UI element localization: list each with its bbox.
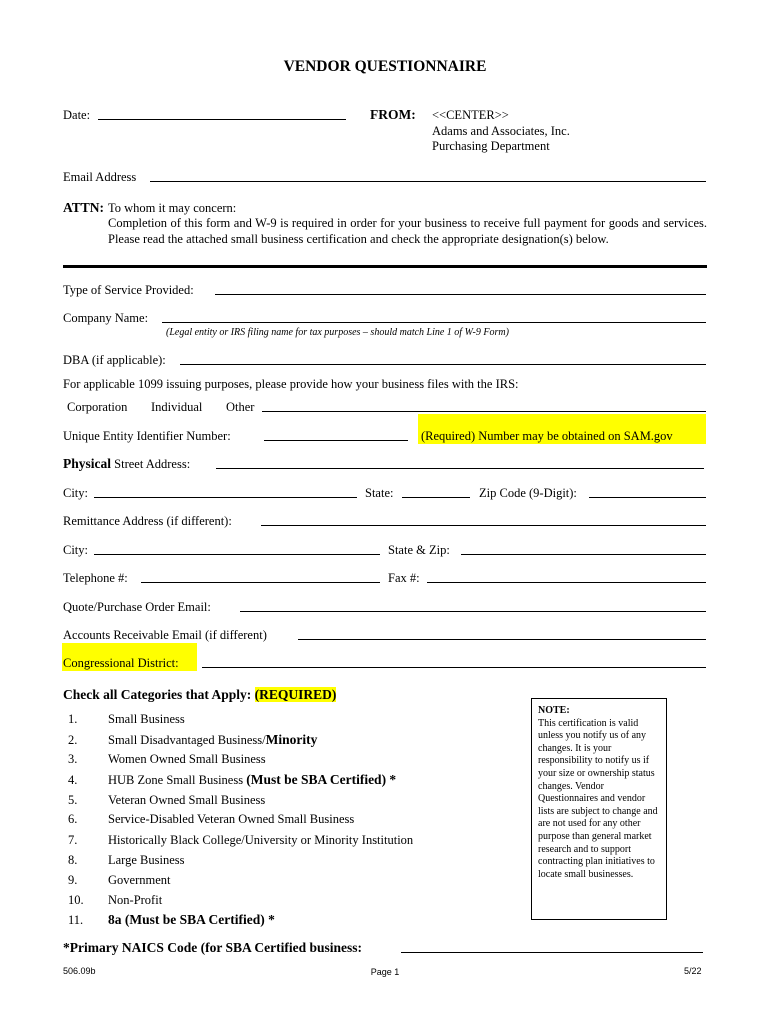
irs-option-other[interactable]: Other	[226, 400, 255, 414]
service-field[interactable]	[215, 294, 706, 295]
dba-label: DBA (if applicable):	[63, 353, 166, 367]
category-1[interactable]: Small Business	[108, 712, 185, 726]
attn-body: Completion of this form and W-9 is required in order for your business to receive full payment for goods and services. Please read the attached small business certification and check the appropriate designation(s) below.	[108, 216, 707, 246]
irs-option-individual[interactable]: Individual	[151, 400, 203, 414]
zip-label: Zip Code (9-Digit):	[479, 486, 577, 500]
from-line-1: <<CENTER>>	[432, 108, 509, 122]
category-8[interactable]: Large Business	[108, 853, 185, 867]
category-5-number: 5.	[68, 793, 78, 807]
category-11-number: 11.	[68, 913, 84, 927]
footer-date: 5/22	[684, 966, 702, 976]
category-7[interactable]: Historically Black College/University or Minority Institution	[108, 833, 414, 847]
dba-field[interactable]	[180, 364, 706, 365]
ar-email-label: Accounts Receivable Email (if different)	[63, 628, 267, 642]
naics-label: *Primary NAICS Code (for SBA Certified business:	[63, 940, 362, 955]
city2-field[interactable]	[94, 554, 380, 555]
po-email-field[interactable]	[240, 611, 706, 612]
physical-label: Street Address:	[114, 457, 191, 471]
fax-label: Fax #:	[388, 571, 420, 585]
company-field[interactable]	[162, 322, 706, 323]
category-8-number: 8.	[68, 853, 78, 867]
category-10-number: 10.	[68, 893, 84, 907]
street-address-field[interactable]	[216, 468, 704, 469]
city-label: City:	[63, 486, 89, 500]
naics-field[interactable]	[401, 952, 703, 953]
category-7-number: 7.	[68, 833, 78, 847]
company-label: Company Name:	[63, 311, 149, 325]
telephone-label: Telephone #:	[63, 571, 128, 585]
email-label: Email Address	[63, 170, 137, 184]
attn-greeting: To whom it may concern:	[108, 201, 237, 215]
page-title: VENDOR QUESTIONNAIRE	[283, 58, 487, 75]
category-5[interactable]: Veteran Owned Small Business	[108, 793, 266, 807]
irs-text: For applicable 1099 issuing purposes, please provide how your business files with the IRS:	[63, 377, 519, 391]
categories-label: Check all Categories that Apply:	[63, 687, 252, 702]
city-field[interactable]	[94, 497, 357, 498]
note-box	[531, 698, 667, 920]
telephone-field[interactable]	[141, 582, 380, 583]
po-email-label: Quote/Purchase Order Email:	[63, 600, 211, 614]
category-2-number: 2.	[68, 733, 78, 747]
attn-label: ATTN:	[63, 200, 105, 215]
category-6-number: 6.	[68, 812, 78, 826]
from-line-3: Purchasing Department	[432, 139, 550, 153]
congress-label: Congressional District:	[63, 656, 179, 670]
date-label: Date:	[63, 108, 91, 122]
state-zip-label: State & Zip:	[388, 543, 450, 557]
city2-label: City:	[63, 543, 89, 557]
category-9[interactable]: Government	[108, 873, 171, 887]
uei-label: Unique Entity Identifier Number:	[63, 429, 231, 443]
irs-other-field[interactable]	[262, 411, 706, 412]
state-field[interactable]	[402, 497, 470, 498]
remit-label: Remittance Address (if different):	[63, 514, 232, 528]
date-field[interactable]	[98, 119, 346, 120]
state-zip-field[interactable]	[461, 554, 706, 555]
uei-field[interactable]	[264, 440, 408, 441]
category-3-number: 3.	[68, 752, 78, 766]
state-label: State:	[365, 486, 394, 500]
footer-page-number: Page 1	[370, 967, 400, 977]
category-6[interactable]: Service-Disabled Veteran Owned Small Business	[108, 812, 355, 826]
service-label: Type of Service Provided:	[63, 283, 194, 297]
category-2[interactable]: Small Disadvantaged Business/Minority	[108, 732, 318, 747]
category-4-number: 4.	[68, 773, 78, 787]
category-1-number: 1.	[68, 712, 78, 726]
category-11[interactable]: 8a (Must be SBA Certified) *	[108, 912, 275, 927]
irs-option-corporation[interactable]: Corporation	[67, 400, 128, 414]
note-body: This certification is valid unless you notify us of any changes. It is your responsibility to notify us if your size or ownership status changes. Vendor Questionnaires and vendor lists are subject to change and are not used for any other purpose than general market research and to support contracting plan initiatives to locate small businesses.	[538, 717, 658, 880]
footer-form-number: 506.09b	[63, 966, 96, 976]
ar-email-field[interactable]	[298, 639, 706, 640]
email-field[interactable]	[150, 181, 706, 182]
from-label: FROM:	[370, 107, 416, 122]
zip-field[interactable]	[589, 497, 706, 498]
section-divider	[63, 265, 707, 268]
fax-field[interactable]	[427, 582, 706, 583]
category-9-number: 9.	[68, 873, 78, 887]
from-line-2: Adams and Associates, Inc.	[432, 124, 570, 138]
category-4[interactable]: HUB Zone Small Business (Must be SBA Certified) *	[108, 772, 397, 787]
congress-field[interactable]	[202, 667, 706, 668]
company-hint: (Legal entity or IRS filing name for tax purposes – should match Line 1 of W-9 Form)	[166, 327, 509, 338]
physical-label-bold: Physical	[63, 456, 112, 471]
uei-note: (Required) Number may be obtained on SAM.gov	[421, 429, 673, 443]
categories-required: (REQUIRED)	[254, 687, 337, 702]
remit-field[interactable]	[261, 525, 706, 526]
note-title: NOTE:	[538, 705, 570, 716]
category-3[interactable]: Women Owned Small Business	[108, 752, 266, 766]
category-10[interactable]: Non-Profit	[108, 893, 163, 907]
